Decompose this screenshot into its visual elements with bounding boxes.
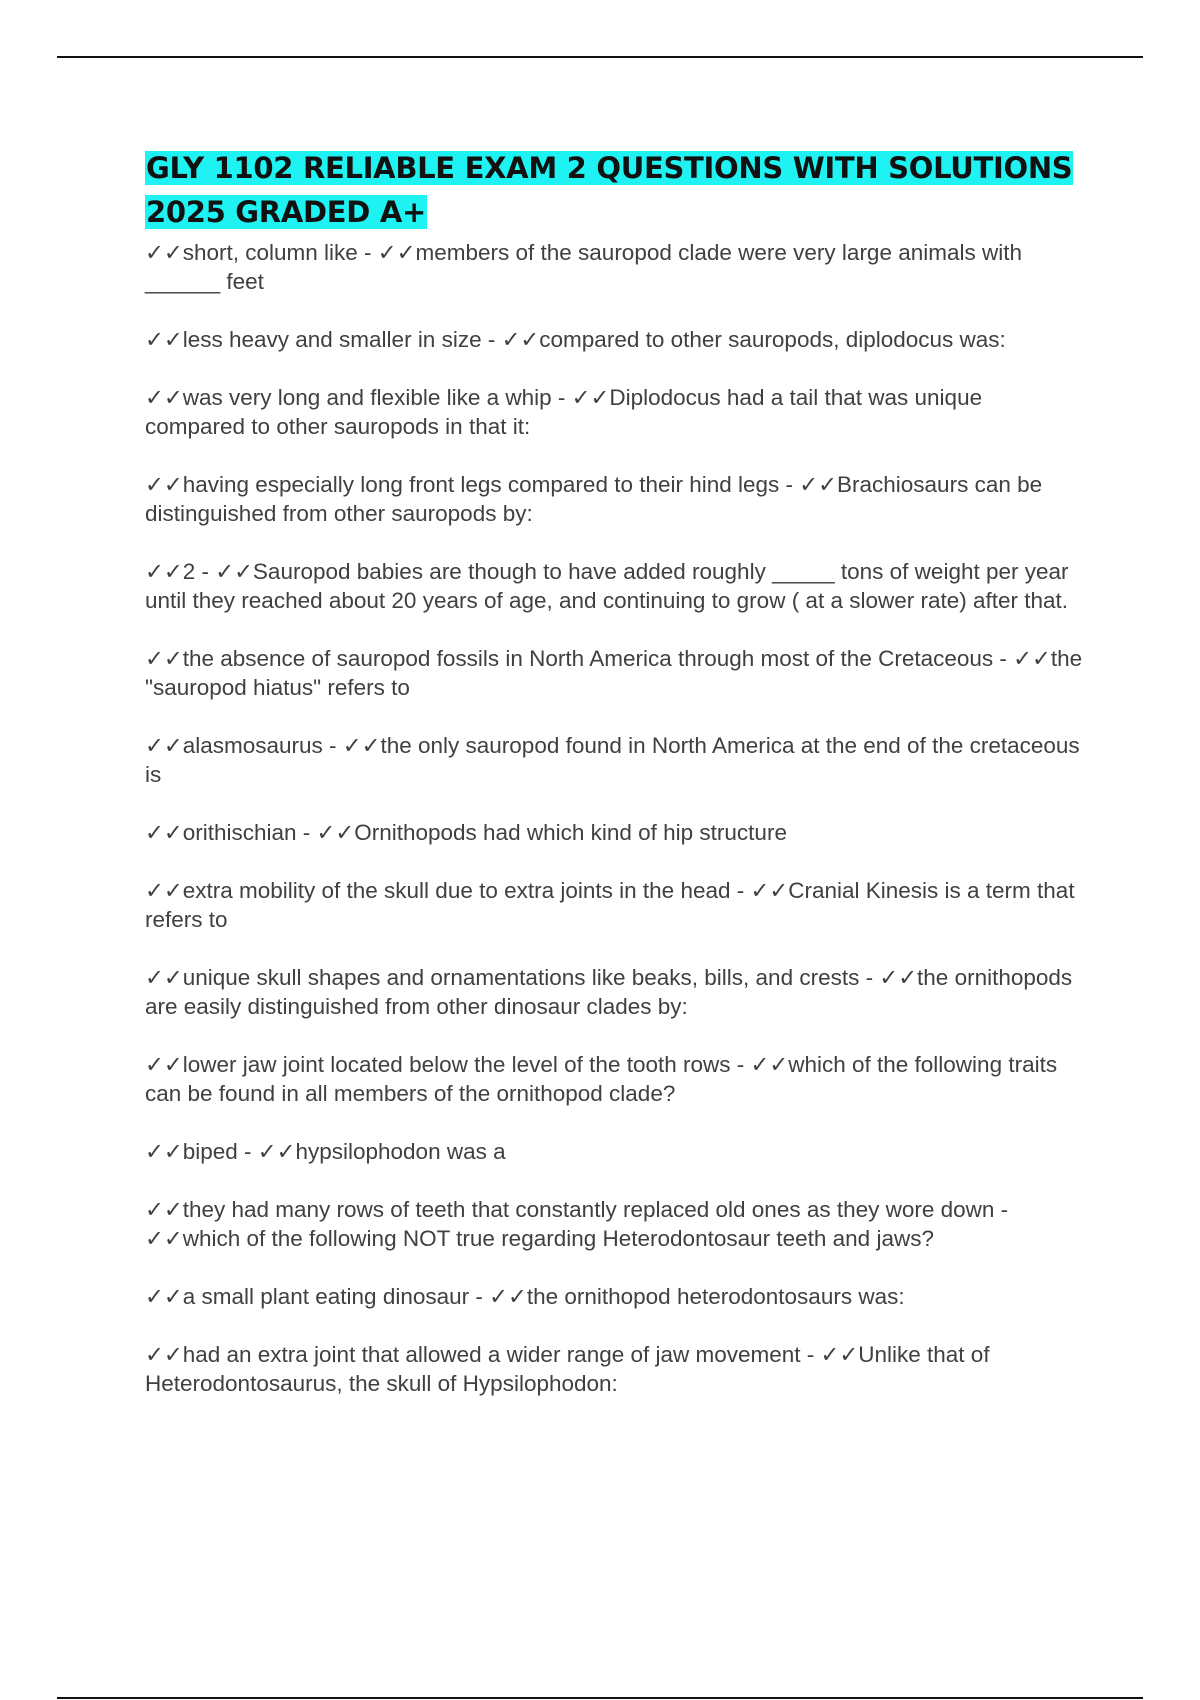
bottom-rule (57, 1697, 1143, 1699)
qa-entry: ✓✓alasmosaurus - ✓✓the only sauropod found in North America at the end of the cretaceous is (145, 733, 1080, 787)
document-body (145, 146, 1085, 1427)
document-title (145, 146, 1085, 234)
qa-entry: ✓✓a small plant eating dinosaur - ✓✓the ornithopod heterodontosaurs was: (145, 1284, 905, 1309)
qa-entry: ✓✓orithischian - ✓✓Ornithopods had which kind of hip structure (145, 820, 787, 845)
qa-entry: ✓✓extra mobility of the skull due to extra joints in the head - ✓✓Cranial Kinesis is a term that refers to (145, 878, 1075, 932)
qa-entry: ✓✓unique skull shapes and ornamentations like beaks, bills, and crests - ✓✓the ornithopods are easily distinguished from other dinosaur clades by: (145, 965, 1073, 1019)
qa-entry: ✓✓2 - ✓✓Sauropod babies are though to have added roughly _____ tons of weight per year until they reached about 20 years of age, and continuing to grow ( at a slower rate) after that. (145, 559, 1069, 613)
qa-entry: ✓✓they had many rows of teeth that constantly replaced old ones as they wore down - ✓✓which of the following NOT true regarding Heterodontosaur teeth and jaws? (145, 1197, 1009, 1251)
document-title-text: GLY 1102 RELIABLE EXAM 2 QUESTIONS WITH SOLUTIONS 2025 GRADED A+ (146, 151, 1073, 229)
qa-entry: ✓✓the absence of sauropod fossils in North America through most of the Cretaceous - ✓✓the "sauropod hiatus" refers to (145, 646, 1083, 700)
top-rule (57, 56, 1143, 58)
qa-entry: ✓✓having especially long front legs compared to their hind legs - ✓✓Brachiosaurs can be distinguished from other sauropods by: (145, 472, 1043, 526)
qa-entry: ✓✓was very long and flexible like a whip - ✓✓Diplodocus had a tail that was unique compared to other sauropods in that it: (145, 385, 983, 439)
qa-entry: ✓✓biped - ✓✓hypsilophodon was a (145, 1139, 506, 1164)
qa-entry: ✓✓lower jaw joint located below the level of the tooth rows - ✓✓which of the following traits can be found in all members of the ornithopod clade? (145, 1052, 1058, 1106)
qa-entry: ✓✓less heavy and smaller in size - ✓✓compared to other sauropods, diplodocus was: (145, 327, 1006, 352)
qa-entry: ✓✓short, column like - ✓✓members of the sauropod clade were very large animals with ______ feet (145, 240, 1023, 294)
qa-entry: ✓✓had an extra joint that allowed a wider range of jaw movement - ✓✓Unlike that of Heterodontosaurus, the skull of Hypsilophodon: (145, 1342, 990, 1396)
